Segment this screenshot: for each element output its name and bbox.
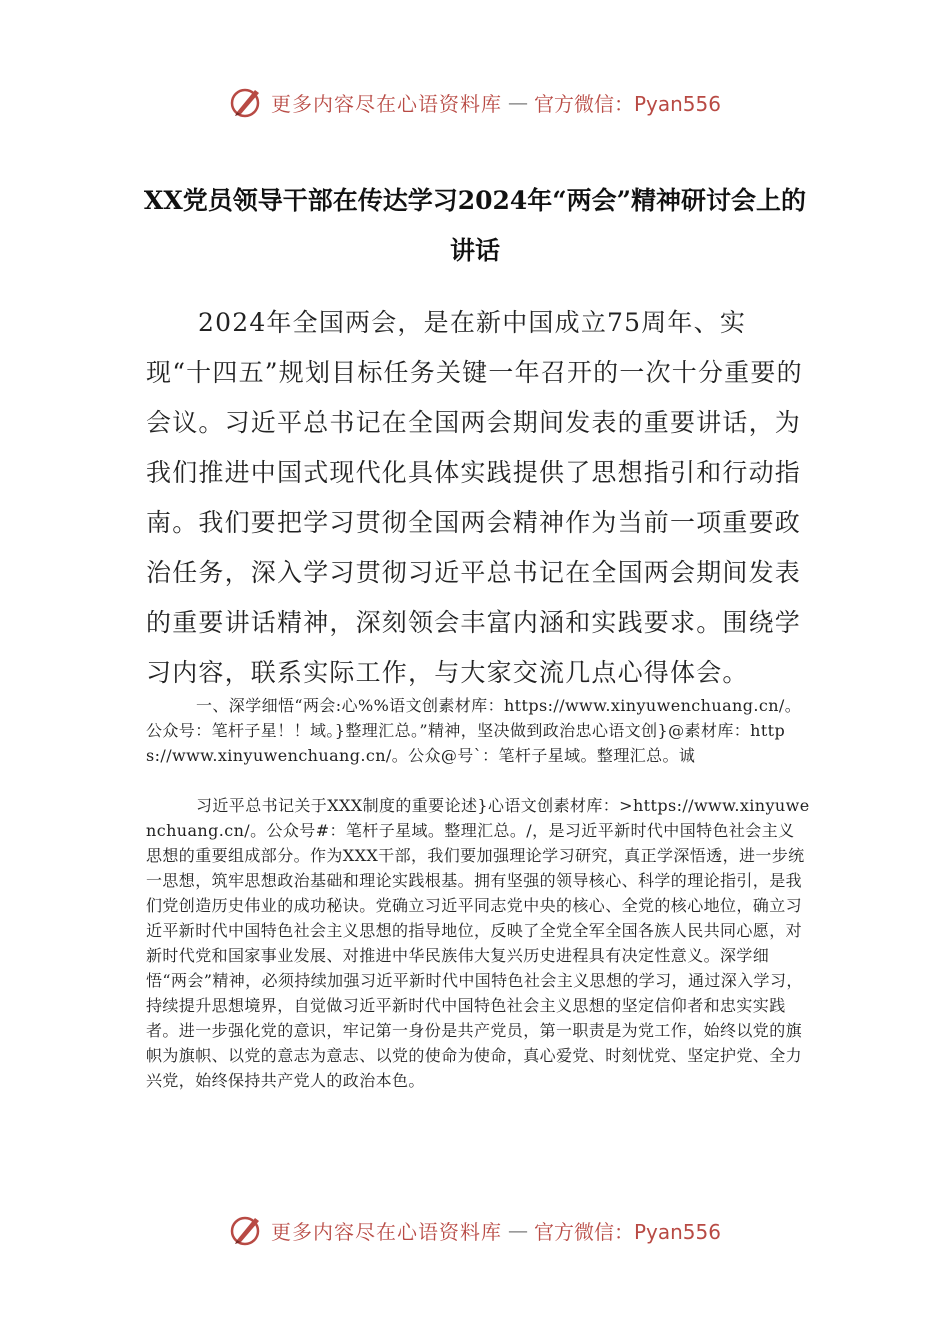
footer-banner: [0, 1210, 950, 1250]
document-title: XX党员领导干部在传达学习2024年“两会”精神研讨会上的讲话: [143, 186, 807, 265]
banner-wechat: 官方微信：Pyan556: [533, 1219, 721, 1244]
pen-circle-logo-icon: [229, 1212, 265, 1248]
banner-text: 更多内容尽在心语资料库: [270, 91, 502, 116]
banner-text: 更多内容尽在心语资料库: [270, 1219, 502, 1244]
banner-separator: —: [507, 90, 528, 114]
section-heading-paragraph: 一、深学细悟“两会:心%%语文创素材库：https://www.xinyuwenchuang.cn/。公众号：笔杆子星！！域。}整理汇总。”精神，坚决做到政治忠心语文创}@素材库：https://www.xinyuwenchuang.cn/。公众@号`：笔杆子星域。整理汇总。诚: [146, 696, 802, 765]
pen-circle-logo-icon: [229, 84, 265, 120]
banner-wechat: 官方微信：Pyan556: [533, 91, 721, 116]
body-paragraph: 习近平总书记关于XXX制度的重要论述}心语文创素材库：>https://www.xinyuwenchuang.cn/。公众号#：笔杆子星域。整理汇总。/，是习近平新时代中国特色社会主义思想的重要组成部分。作为XXX干部，我们要加强理论学习研究，真正学深悟透，进一步统一思想，筑牢思想政治基础和理论实践根基。拥有坚强的领导核心、科学的理论指引，是我们党创造历史伟业的成功秘诀。党确立习近平同志党中央的核心、全党的核心地位，确立习近平新时代中国特色社会主义思想的指导地位，反映了全党全军全国各族人民共同心愿，对新时代党和国家事业发展、对推进中华民族伟大复兴历史进程具有决定性意义。深学细悟“两会”精神，必须持续加强习近平新时代中国特色社会主义思想的学习，通过深入学习，持续提升思想境界，自觉做习近平新时代中国特色社会主义思想的坚定信仰者和忠实实践者。进一步强化党的意识，牢记第一身份是共产党员，第一职责是为党工作，始终以党的旗帜为旗帜、以党的意志为意志、以党的使命为使命，真心爱党、时刻忧党、坚定护党、全力兴党，始终保持共产党人的政治本色。: [146, 796, 810, 1090]
header-banner: [0, 82, 950, 122]
banner-separator: —: [507, 1218, 528, 1242]
lead-paragraph: 2024年全国两会，是在新中国成立75周年、实现“十四五”规划目标任务关键一年召开的一次十分重要的会议。习近平总书记在全国两会期间发表的重要讲话，为我们推进中国式现代化具体实践提供了思想指引和行动指南。我们要把学习贯彻全国两会精神作为当前一项重要政治任务，深入学习贯彻习近平总书记在全国两会期间发表的重要讲话精神，深刻领会丰富内涵和实践要求。围绕学习内容，联系实际工作，与大家交流几点心得体会。: [146, 308, 803, 687]
